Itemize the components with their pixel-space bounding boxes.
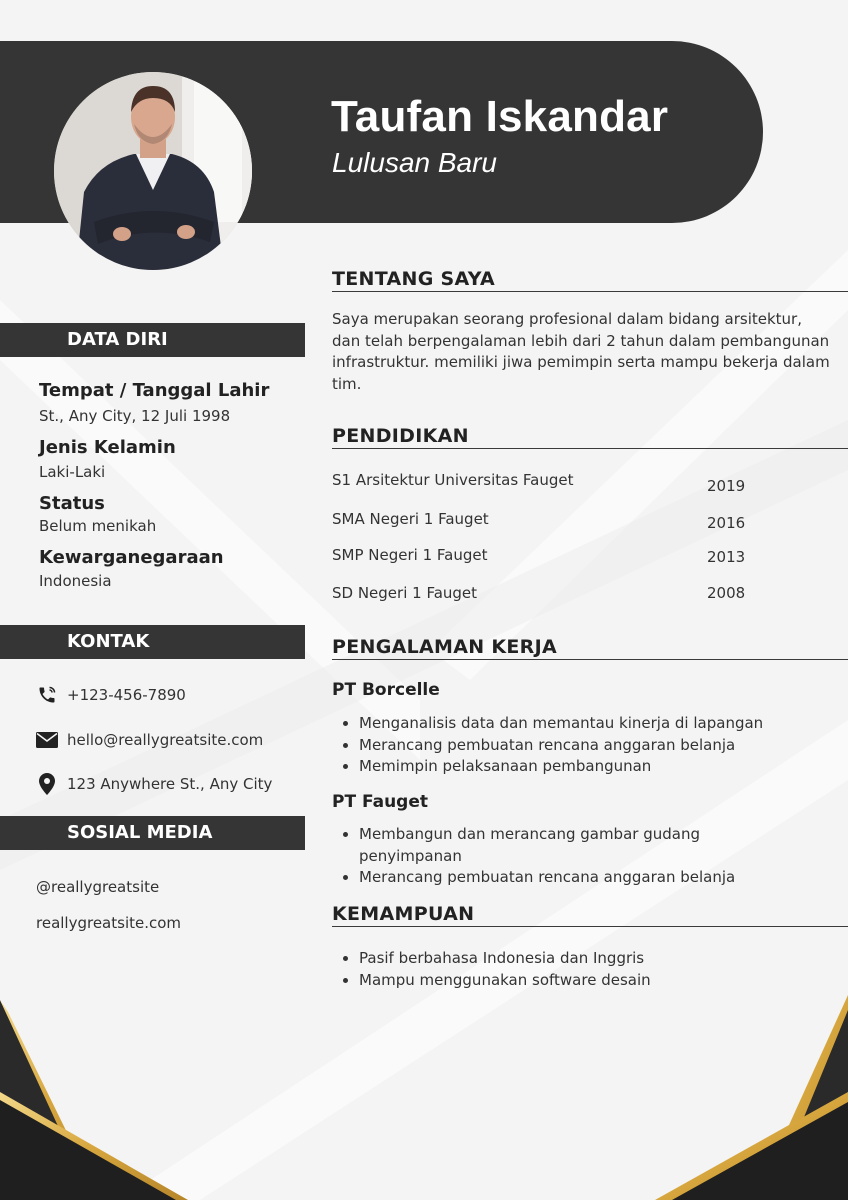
gender-label: Jenis Kelamin [39, 437, 176, 458]
person-name: Taufan Iskandar [331, 92, 669, 141]
job-task: • Merancang pembuatan rencana anggaran belanja [359, 867, 789, 889]
about-text: Saya merupakan seorang profesional dalam bidang arsitektur, dan telah berpengalaman lebih dari 2 tahun dalam pembangunan infrastruktur. memiliki jiwa pemimpin serta mampu bekerja dalam tim. [332, 310, 830, 393]
skill-item: • Mampu menggunakan software desain [359, 970, 829, 992]
skills-heading: KEMAMPUAN [332, 903, 848, 927]
phone-text: +123-456-7890 [67, 686, 186, 704]
phone-icon [36, 684, 58, 706]
data-diri-heading: DATA DIRI [0, 323, 305, 357]
education-school: S1 Arsitektur Universitas Fauget [332, 471, 574, 489]
education-year: 2013 [707, 548, 746, 566]
nationality-label: Kewarganegaraan [39, 547, 224, 568]
job-task: • Merancang pembuatan rencana anggaran belanja [359, 735, 829, 757]
status-value: Belum menikah [39, 517, 157, 535]
nationality-value: Indonesia [39, 572, 112, 590]
location-pin-icon [36, 773, 58, 795]
status-label: Status [39, 493, 105, 514]
person-role: Lulusan Baru [332, 147, 498, 178]
education-school: SD Negeri 1 Fauget [332, 584, 478, 602]
job-task: • Memimpin pelaksanaan pembangunan [359, 756, 829, 778]
phone-row[interactable] [36, 683, 186, 707]
education-year: 2008 [707, 584, 746, 602]
education-year: 2016 [707, 514, 746, 532]
education-school: SMA Negeri 1 Fauget [332, 510, 489, 528]
social-heading: SOSIAL MEDIA [0, 816, 305, 850]
job-task: • Membangun dan merancang gambar gudang penyimpanan [359, 824, 789, 867]
address-text: 123 Anywhere St., Any City [67, 775, 273, 793]
email-text: hello@reallygreatsite.com [67, 731, 264, 749]
birth-label: Tempat / Tanggal Lahir [39, 380, 270, 401]
job-task-list [340, 824, 789, 889]
mail-icon [36, 729, 58, 751]
company-name: PT Fauget [332, 792, 428, 812]
kontak-heading: KONTAK [0, 625, 305, 659]
job-task: • Menganalisis data dan memantau kinerja di lapangan [359, 713, 829, 735]
education-year: 2019 [707, 477, 746, 495]
skill-item: • Pasif berbahasa Indonesia dan Inggris [359, 948, 829, 970]
education-heading: PENDIDIKAN [332, 425, 848, 449]
birth-value: St., Any City, 12 Juli 1998 [39, 407, 231, 425]
skills-list [340, 948, 829, 991]
social-website[interactable]: reallygreatsite.com [36, 914, 182, 932]
company-name: PT Borcelle [332, 680, 440, 700]
profile-photo [54, 72, 252, 270]
job-task-list [340, 713, 829, 778]
address-row[interactable] [36, 772, 272, 796]
email-row[interactable] [36, 728, 263, 752]
social-handle[interactable]: @reallygreatsite [36, 878, 160, 896]
gender-value: Laki-Laki [39, 463, 106, 481]
experience-heading: PENGALAMAN KERJA [332, 636, 848, 660]
about-heading: TENTANG SAYA [332, 268, 848, 292]
education-school: SMP Negeri 1 Fauget [332, 546, 488, 564]
